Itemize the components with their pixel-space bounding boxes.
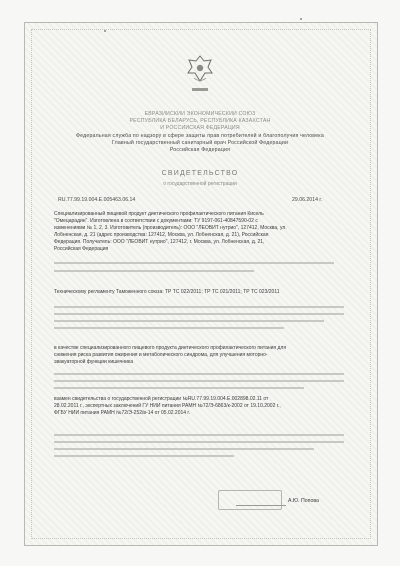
product-line: Лобненская, д. 21 (адрес производства: 127412, Москва, ул. Лобненская, д. 21), Российская (54, 232, 269, 239)
emblem-caption-mark (192, 88, 208, 91)
usage-line: снижения риска развития ожирения и метаболического синдрома, для улучшения моторно- (54, 352, 268, 359)
registration-row (54, 197, 354, 205)
header-line: И РОССИЙСКАЯ ФЕДЕРАЦИЯ (160, 125, 240, 131)
blank-field-line (54, 270, 254, 272)
blank-field-line (54, 313, 344, 315)
blank-field-line (54, 262, 334, 264)
blank-field-line (54, 455, 234, 457)
product-line: Российская Федерация (54, 246, 109, 253)
header-line: РЕСПУБЛИКА БЕЛАРУСЬ, РЕСПУБЛИКА КАЗАХСТАН (129, 118, 271, 124)
product-line: изменениями № 1, 2, 3. Изготовитель (производитель): ООО "ЛЕОВИТ нутрио", 127412, Москва, ул. (54, 225, 287, 232)
scan-speck (104, 30, 106, 32)
replacement-line: взамен свидетельства о государственной регистрации №RU.77.99.19.004.Е.002898.02.11 от (54, 396, 269, 402)
official-seal-area (218, 490, 282, 510)
blank-field-line (54, 387, 304, 389)
certificate-title: СВИДЕТЕЛЬСТВО (161, 170, 239, 177)
product-line: Специализированный пищевой продукт диетического профилактического питания Кисель (54, 211, 264, 217)
blank-field-line (54, 380, 344, 382)
usage-statement (54, 345, 354, 366)
blank-field-line (54, 434, 344, 436)
blank-field-line (54, 373, 344, 375)
signatory-name: А.Ю. Попова (288, 498, 319, 504)
usage-line: в качестве специализированного пищевого продукта диетического профилактического питания для (54, 345, 287, 351)
replacement-line: ФГБУ НИИ питания РАМН №72/Э-252/в-14 от 05.02.2014 г. (54, 410, 191, 417)
ornamental-frame (24, 22, 378, 546)
header-line: Главный государственный санитарный врач Российской Федерации (111, 140, 289, 146)
blank-field-line (54, 306, 344, 308)
usage-line: эвакуаторной функции кишечника (54, 359, 133, 366)
certificate-subtitle: о государственной регистрации (163, 181, 237, 187)
blank-field-line (54, 320, 324, 322)
product-line: "Омецарадин". Изготовлена в соответствии с документами: ТУ 9197-061-40847590-02 с (54, 218, 258, 225)
registration-date: 29.06.2014 г. (292, 197, 323, 203)
header-line: Федеральная служба по надзору в сфере защиты прав потребителей и благополучия человека (76, 133, 324, 139)
scan-speck (300, 18, 302, 20)
header-line: ЕВРАЗИЙСКИЙ ЭКОНОМИЧЕСКИЙ СОЮЗ (144, 111, 256, 117)
signature-stroke (236, 505, 286, 506)
replacement-line: 28.02.2011 г., экспертных заключений ГУ НИИ питания РАМН №72/Э-6863/к-2002 от 19.10.2002 г., (54, 403, 281, 410)
regulation-statement (54, 289, 354, 296)
header-line: Российская Федерация (169, 147, 231, 153)
replacement-statement (54, 396, 354, 417)
blank-field-line (54, 448, 314, 450)
coat-of-arms-emblem (186, 54, 214, 84)
registration-number: RU.77.99.19.004.Е.005463.06.14 (58, 197, 136, 203)
blank-field-line (54, 441, 344, 443)
product-description (54, 211, 354, 254)
product-line: Федерация. Получатель: ООО "ЛЕОВИТ нутрио", 127412, г. Москва, ул. Лобненская, д. 21, (54, 239, 265, 246)
regulation-line: Техническому регламенту Таможенного союза: ТР ТС 022/2011; ТР ТС 021/2011; ТР ТС 023/2011 (54, 289, 280, 295)
blank-field-line (54, 327, 284, 329)
